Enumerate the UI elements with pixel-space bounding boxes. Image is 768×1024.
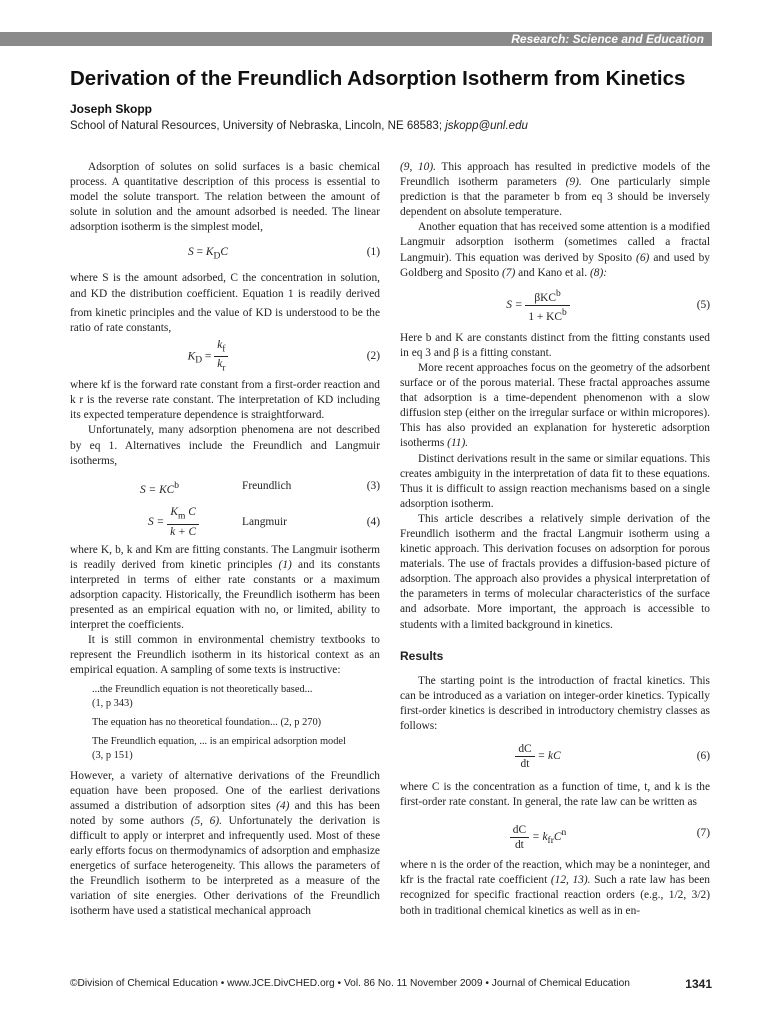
equation-5: S = $\frac{\beta KC^b}{1 + KC^b}$ (5) xyxy=(400,283,710,327)
page-number: 1341 xyxy=(685,977,712,991)
paragraph: where S is the amount adsorbed, C the concentration in solution, and KD the distribution coefficient. Equation 1 is readily derived from kinetic principles and the value of KD is understood to be the ratio of rate constants, xyxy=(70,272,380,335)
article-title: Derivation of the Freundlich Adsorption Isotherm from Kinetics xyxy=(70,67,686,90)
equation-number: (6) xyxy=(696,750,710,763)
equation-number: (7) xyxy=(696,827,710,840)
paragraph: Here b and K are constants distinct from the fitting constants used in eq 3 and β is a fitting constant. xyxy=(400,331,710,359)
section-label: Research: Science and Education xyxy=(511,32,704,46)
equation-7: $\frac{dC}{dt}$ = $k_{fr}C^n$ (7) xyxy=(400,812,710,854)
equation-number: (5) xyxy=(696,298,710,311)
quote-item: ...the Freundlich equation is not theoretically based... (1, p 343) xyxy=(92,683,313,709)
results-heading: Results xyxy=(400,648,444,663)
equation-label: Langmuir xyxy=(242,515,287,528)
paragraph: Adsorption of solutes on solid surfaces is a basic chemical process. A quantitative description of this process is essential to model the solute transport. The relation between the amount of solute in solution and the amount adsorbed is needed. The linear adsorption isotherm is the simplest model, xyxy=(70,161,380,234)
equation-6: $\frac{dC}{dt}$ = kC (6) xyxy=(400,736,710,776)
quote-item: The equation has no theoretical foundation... (2, p 270) xyxy=(92,716,322,728)
equation-number: (2) xyxy=(366,350,380,363)
paragraph: The starting point is the introduction of fractal kinetics. This can be introduced as a variation on integer-order kinetics. Typically first-order kinetics is described in introductory chemistry classes as follows: xyxy=(400,674,710,732)
paragraph: Distinct derivations result in the same or similar equations. This creates ambiguity in the interpretation of data fit to these equations. Thus it is difficult to assign reaction mechanisms based on a single adsorption isotherm. xyxy=(400,452,710,510)
paragraph: Another equation that has received some attention is a modified Langmuir adsorption isotherm (sometimes called a fractal Langmuir). This equation was derived by Sposito (6) and used by Goldberg and Sposito (7) and Kano et al. (8): xyxy=(400,221,710,279)
paragraph: where C is the concentration as a function of time, t, and k is the first-order rate constant. In general, the rate law can be written as xyxy=(400,781,710,809)
equation-1: $S = K_DC$ (1) xyxy=(70,237,380,267)
paragraph: Unfortunately, many adsorption phenomena are not described by eq 1. Alternatives include the Freundlich and Langmuir isotherms, xyxy=(70,424,380,467)
equation-number: (1) xyxy=(366,246,380,259)
paragraph: where kf is the forward rate constant from a first-order reaction and k r is the reverse rate constant. The interpretation of KD including its expected temperature dependence is straightforward. xyxy=(70,379,380,422)
paragraph: It is still common in environmental chemistry textbooks to represent the Freundlich isotherm in its historical context as an empirical equation. A sampling of some texts is instructive: xyxy=(70,634,380,677)
paragraph: (9, 10). This approach has resulted in predictive models of the Freundlich isotherm parameters (9). One particularly simple prediction is that the parameter b from eq 3 should be inversely dependent on absolute temperature. xyxy=(400,161,710,219)
author-name: Joseph Skopp xyxy=(70,102,153,116)
equation-number: (4) xyxy=(366,515,380,528)
quote-item: The Freundlich equation, ... is an empirical adsorption model (3, p 151) xyxy=(92,735,346,761)
paragraph: More recent approaches focus on the geometry of the adsorbent surface or of the porous material. These fractal approaches assume that adsorption is a time-dependent phenomenon with a slow diffusion step (either on the irregular surface or within micropores). This has also provided an explanation for hysteretic adsorption isotherms (11). xyxy=(400,361,710,450)
equation-4: S = $\frac{K_m C}{k + C}$ Langmuir (4) xyxy=(148,506,380,538)
textbook-quotes xyxy=(92,683,380,763)
equation-number: (3) xyxy=(366,479,380,492)
author-email[interactable]: jskopp@unl.edu xyxy=(445,120,528,132)
equation-label: Freundlich xyxy=(242,479,292,492)
right-column xyxy=(400,160,710,919)
author-affiliation xyxy=(70,120,528,132)
paragraph: where K, b, k and Km are fitting constants. The Langmuir isotherm is readily derived from kinetic principles (1) and its constants interpreted in terms of either rate constants or a maximum adsorption capacity. Historically, the Freundlich isotherm has been presented as an empirical equation with no, or limited, ability to interpret the coefficients. xyxy=(70,543,380,632)
footer-citation: ©Division of Chemical Education • www.JCE.DivCHED.org • Vol. 86 No. 11 November 2009 • Journal of Chemical Education xyxy=(70,978,630,989)
paragraph: where n is the order of the reaction, which may be a noninteger, and kfr is the fractal rate coefficient (12, 13). Such a rate law has been recognized for specific fractional reaction orders (e.g., 1/2, 3/2) both in traditional chemical kinetics as well as in en- xyxy=(400,859,710,917)
paragraph: This article describes a relatively simple derivation of the Freundlich isotherm and the fractal Langmuir isotherm using a kinetic approach. This derivation focuses on adsorption for porous materials. The use of fractals provides a diffusion-based picture of adsorption. The approach also provides a physical interpretation of the parameters in terms of molecular characteristics of the surface and adsorbate. More important, the approach is accessible to students with a limited background in kinetics. xyxy=(400,512,710,631)
equation-2: $K_D$ = $\frac{k_f}{k_r}$ (2) xyxy=(187,339,380,374)
affiliation-text: School of Natural Resources, University of Nebraska, Lincoln, NE 68583; xyxy=(70,120,443,132)
equation-3: $S = KC^b$ Freundlich (3) xyxy=(70,471,380,501)
section-banner xyxy=(0,32,712,46)
left-column xyxy=(70,160,380,919)
page-footer xyxy=(70,978,712,994)
paragraph: However, a variety of alternative derivations of the Freundlich equation have been proposed. One of the earliest derivations assumed a distribution of adsorption sites (4) and this has been noted by some authors (5, 6). Unfortunately the derivation is difficult to apply or interpret and infrequently used. Most of these early efforts focus on thermodynamics of adsorption and emphasize energetics of surface heterogeneity. This allows the parameters of the Freundlich isotherm to be interpreted as a measure of the variation of site energies. Other derivations of the Freundlich isotherm have used a statistical mechanical approach xyxy=(70,769,380,918)
